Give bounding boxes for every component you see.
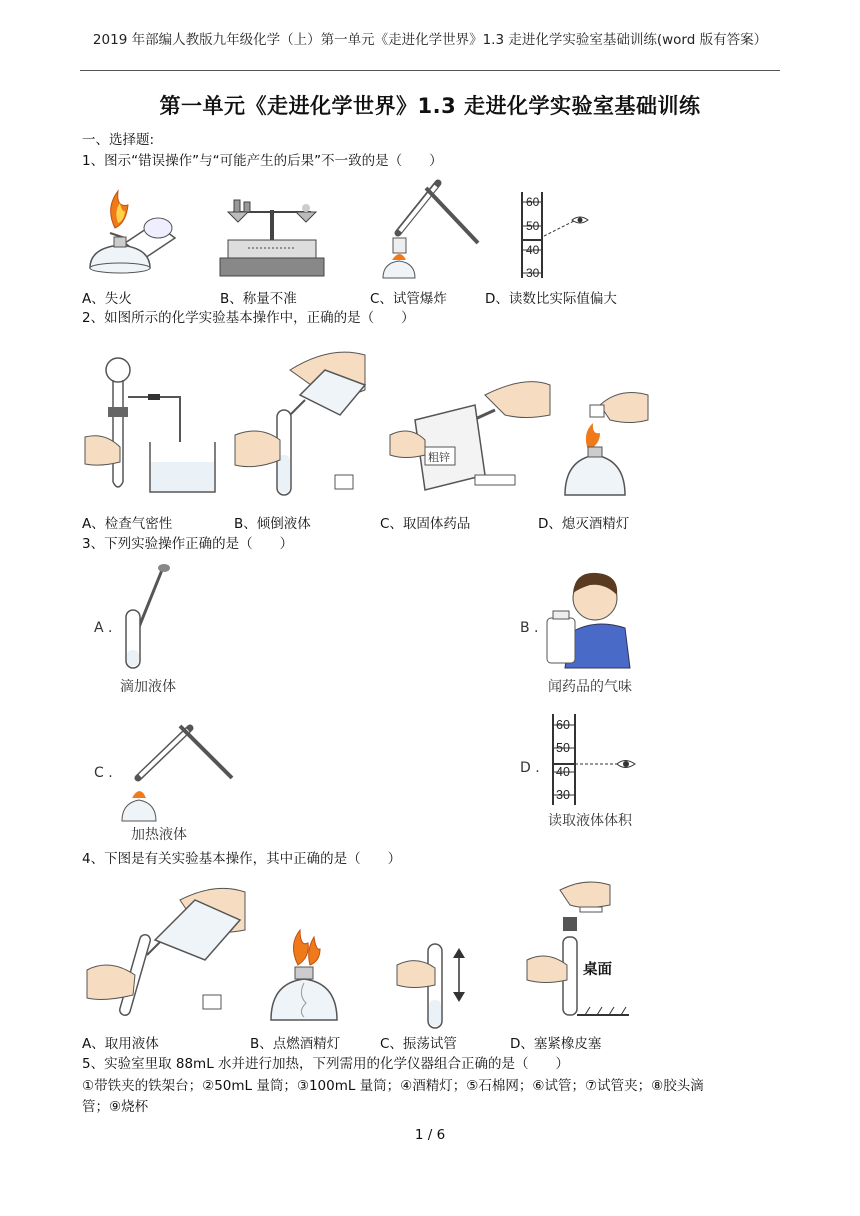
question-5-items: ①带铁夹的铁架台；②50mL 量筒；③100mL 量筒；④酒精灯；⑤石棉网；⑥试管；⑦试管夹；⑧胶头滴: [82, 1078, 704, 1094]
q1-option-c: C、试管爆炸: [370, 291, 447, 307]
q1-figure-a: [80, 183, 180, 283]
q1d-tick-40: 40: [526, 243, 540, 257]
q2-figure-b: [230, 340, 370, 500]
q2-figure-c: [385, 375, 555, 495]
q4-figure-d: [525, 875, 630, 1020]
q1-option-b: B、称量不准: [220, 291, 297, 307]
question-3: 3、下列实验操作正确的是（ ）: [82, 536, 294, 552]
q1-option-d: D、读数比实际值偏大: [485, 291, 617, 307]
q4-desk-label: 桌面: [583, 962, 612, 978]
q3-figure-d: [545, 712, 645, 807]
q1d-tick-30: 30: [526, 266, 540, 280]
q3d-tick-60: 60: [556, 718, 570, 732]
q2-figure-d: [560, 385, 650, 500]
page-title: 第一单元《走进化学世界》1.3 走进化学实验室基础训练: [159, 94, 701, 118]
q3-figure-b: [545, 563, 635, 673]
q3-letter-c: C .: [94, 765, 113, 781]
q2-option-d: D、熄灭酒精灯: [538, 516, 630, 532]
q4-figure-a: [85, 880, 250, 1025]
q3d-tick-50: 50: [556, 741, 570, 755]
q3d-tick-40: 40: [556, 765, 570, 779]
question-5: 5、实验室里取 88mL 水并进行加热，下列需用的化学仪器组合正确的是（ ）: [82, 1056, 570, 1072]
q3-figure-a: [120, 562, 180, 672]
question-5-items-cont: 管；⑨烧杯: [82, 1099, 149, 1115]
q2-option-c: C、取固体药品: [380, 516, 471, 532]
q3-letter-b: B .: [520, 620, 539, 636]
question-1: 1、图示“错误操作”与“可能产生的后果”不一致的是（ ）: [82, 153, 443, 169]
header-divider: [80, 70, 780, 71]
q1-figure-b: [218, 190, 326, 280]
q1d-tick-50: 50: [526, 219, 540, 233]
q3d-tick-30: 30: [556, 788, 570, 802]
q1d-tick-60: 60: [526, 195, 540, 209]
q3-caption-c: 加热液体: [131, 827, 187, 843]
question-2: 2、如图所示的化学实验基本操作中，正确的是（ ）: [82, 310, 415, 326]
page-header: 2019 年部编人教版九年级化学（上）第一单元《走进化学世界》1.3 走进化学实验室基础训练(word 版有答案）: [92, 32, 768, 48]
q3-figure-c: [120, 718, 240, 823]
q3-caption-d: 读取液体体积: [548, 813, 632, 829]
q1-figure-c: [378, 178, 488, 283]
q3-letter-a: A .: [94, 620, 113, 636]
q4-option-a: A、取用液体: [82, 1036, 159, 1052]
page-number: 1 / 6: [414, 1127, 446, 1143]
q3-caption-a: 滴加液体: [120, 679, 176, 695]
q3-caption-b: 闻药品的气味: [548, 679, 632, 695]
q4-figure-c: [395, 940, 470, 1030]
q2-option-b: B、倾倒液体: [234, 516, 311, 532]
section-heading: 一、选择题:: [82, 132, 155, 148]
q4-option-c: C、振荡试管: [380, 1036, 457, 1052]
q4-option-d: D、塞紧橡皮塞: [510, 1036, 602, 1052]
question-4: 4、下图是有关实验基本操作，其中正确的是（ ）: [82, 851, 402, 867]
q1-figure-d: [512, 190, 597, 280]
q2-option-a: A、检查气密性: [82, 516, 173, 532]
q2-figure-a: [80, 352, 225, 502]
q4-figure-b: [268, 925, 343, 1025]
q1-option-a: A、失火: [82, 291, 132, 307]
q4-option-b: B、点燃酒精灯: [250, 1036, 341, 1052]
svg-text:粗锌: 粗锌: [428, 451, 450, 464]
q3-letter-d: D .: [520, 760, 540, 776]
